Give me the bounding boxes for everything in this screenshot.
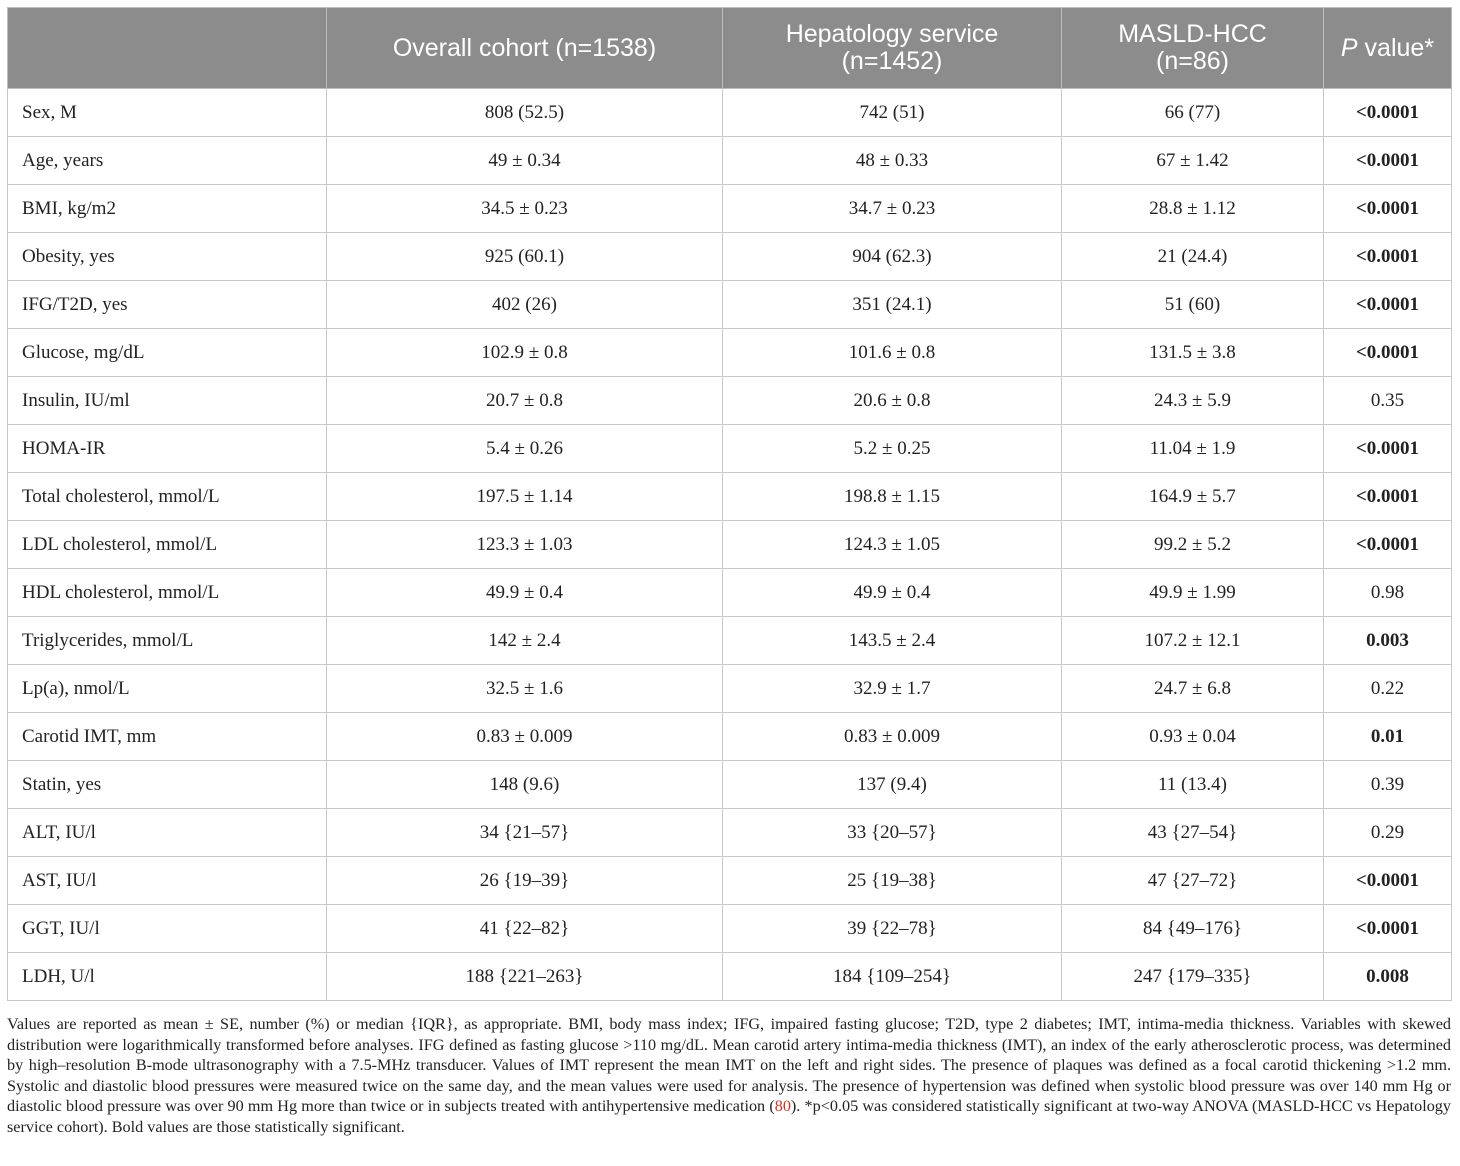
table-row <box>8 617 1452 665</box>
cell-overall-cohort: 188 {221–263} <box>327 953 723 1001</box>
cell-overall-cohort: 148 (9.6) <box>327 761 723 809</box>
table-row <box>8 569 1452 617</box>
cell-p-value: <0.0001 <box>1324 425 1452 473</box>
cell-p-value: 0.003 <box>1324 617 1452 665</box>
row-label: Statin, yes <box>8 761 327 809</box>
table-row <box>8 137 1452 185</box>
reference-link[interactable]: 80 <box>774 1097 791 1116</box>
cell-overall-cohort: 0.83 ± 0.009 <box>327 713 723 761</box>
table-row <box>8 953 1452 1001</box>
cohort-characteristics-table <box>7 7 1452 1001</box>
table-row <box>8 473 1452 521</box>
cell-overall-cohort: 20.7 ± 0.8 <box>327 377 723 425</box>
row-label: Insulin, IU/ml <box>8 377 327 425</box>
cell-p-value: <0.0001 <box>1324 233 1452 281</box>
cell-hepatology-service: 124.3 ± 1.05 <box>723 521 1062 569</box>
cell-hepatology-service: 0.83 ± 0.009 <box>723 713 1062 761</box>
row-label: HDL cholesterol, mmol/L <box>8 569 327 617</box>
table-row <box>8 809 1452 857</box>
cell-hepatology-service: 33 {20–57} <box>723 809 1062 857</box>
cell-hepatology-service: 198.8 ± 1.15 <box>723 473 1062 521</box>
cell-p-value: 0.008 <box>1324 953 1452 1001</box>
cell-masld-hcc: 51 (60) <box>1062 281 1324 329</box>
cell-hepatology-service: 143.5 ± 2.4 <box>723 617 1062 665</box>
cell-p-value: <0.0001 <box>1324 185 1452 233</box>
table-row <box>8 89 1452 137</box>
cell-masld-hcc: 21 (24.4) <box>1062 233 1324 281</box>
row-label: BMI, kg/m2 <box>8 185 327 233</box>
cell-hepatology-service: 32.9 ± 1.7 <box>723 665 1062 713</box>
row-label: Triglycerides, mmol/L <box>8 617 327 665</box>
table-row <box>8 761 1452 809</box>
cell-hepatology-service: 20.6 ± 0.8 <box>723 377 1062 425</box>
table-header <box>8 8 1452 89</box>
header-masld-hcc: MASLD-HCC (n=86) <box>1062 8 1324 89</box>
table-row <box>8 329 1452 377</box>
row-label: GGT, IU/l <box>8 905 327 953</box>
cell-masld-hcc: 247 {179–335} <box>1062 953 1324 1001</box>
table-row <box>8 185 1452 233</box>
cell-hepatology-service: 904 (62.3) <box>723 233 1062 281</box>
cell-overall-cohort: 197.5 ± 1.14 <box>327 473 723 521</box>
header-empty <box>8 8 327 89</box>
table-row <box>8 857 1452 905</box>
cell-overall-cohort: 49.9 ± 0.4 <box>327 569 723 617</box>
cell-p-value: <0.0001 <box>1324 137 1452 185</box>
cell-hepatology-service: 39 {22–78} <box>723 905 1062 953</box>
cell-overall-cohort: 102.9 ± 0.8 <box>327 329 723 377</box>
cell-hepatology-service: 184 {109–254} <box>723 953 1062 1001</box>
cell-hepatology-service: 101.6 ± 0.8 <box>723 329 1062 377</box>
cell-hepatology-service: 351 (24.1) <box>723 281 1062 329</box>
table-row <box>8 425 1452 473</box>
cell-masld-hcc: 164.9 ± 5.7 <box>1062 473 1324 521</box>
cell-masld-hcc: 84 {49–176} <box>1062 905 1324 953</box>
cell-p-value: <0.0001 <box>1324 89 1452 137</box>
header-hepatology-service: Hepatology service (n=1452) <box>723 8 1062 89</box>
table-footnote: Values are reported as mean ± SE, number (%) or median {IQR}, as appropriate. BMI, body mass index; IFG, impaired fasting glucose; T2D, type 2 diabetes; IMT, intima-media thickness. Variables with skewed distribution were logarithmically transformed before analyses. IFG defined as fasting glucose >110 mg/dL. Mean carotid artery intima-media thickness (IMT), an index of the early atherosclerotic process, was determined by high–resolution B-mode ultrasonography with a 7.5-MHz transducer. Values of IMT represent the mean IMT on the left and right sides. The presence of plaques was defined as a focal carotid thickening >1.2 mm. Systolic and diastolic blood pressures were measured twice on the same day, and the mean values were used for analysis. The presence of hypertension was defined when systolic blood pressure was over 140 mm Hg or diastolic blood pressure was over 90 mm Hg more than twice or in subjects treated with antihypertensive medication (80). *p<0.05 was considered statistically significant at two-way ANOVA (MASLD-HCC vs Hepatology service cohort). Bold values are those statistically significant. <box>7 1015 1451 1136</box>
cell-masld-hcc: 24.7 ± 6.8 <box>1062 665 1324 713</box>
row-label: Carotid IMT, mm <box>8 713 327 761</box>
cell-overall-cohort: 34.5 ± 0.23 <box>327 185 723 233</box>
table-row <box>8 233 1452 281</box>
cell-p-value: 0.98 <box>1324 569 1452 617</box>
cell-masld-hcc: 11.04 ± 1.9 <box>1062 425 1324 473</box>
cell-masld-hcc: 24.3 ± 5.9 <box>1062 377 1324 425</box>
cell-masld-hcc: 66 (77) <box>1062 89 1324 137</box>
cell-p-value: <0.0001 <box>1324 473 1452 521</box>
row-label: Sex, M <box>8 89 327 137</box>
cell-hepatology-service: 742 (51) <box>723 89 1062 137</box>
row-label: LDH, U/l <box>8 953 327 1001</box>
cell-p-value: 0.35 <box>1324 377 1452 425</box>
cell-masld-hcc: 131.5 ± 3.8 <box>1062 329 1324 377</box>
table-row <box>8 905 1452 953</box>
row-label: LDL cholesterol, mmol/L <box>8 521 327 569</box>
cell-overall-cohort: 41 {22–82} <box>327 905 723 953</box>
cell-overall-cohort: 123.3 ± 1.03 <box>327 521 723 569</box>
cell-overall-cohort: 142 ± 2.4 <box>327 617 723 665</box>
cell-overall-cohort: 26 {19–39} <box>327 857 723 905</box>
table-container <box>7 7 1451 1001</box>
table-row <box>8 377 1452 425</box>
row-label: Total cholesterol, mmol/L <box>8 473 327 521</box>
cell-p-value: 0.39 <box>1324 761 1452 809</box>
table-row <box>8 521 1452 569</box>
cell-masld-hcc: 67 ± 1.42 <box>1062 137 1324 185</box>
cell-overall-cohort: 49 ± 0.34 <box>327 137 723 185</box>
cell-hepatology-service: 25 {19–38} <box>723 857 1062 905</box>
cell-p-value: 0.22 <box>1324 665 1452 713</box>
cell-masld-hcc: 43 {27–54} <box>1062 809 1324 857</box>
cell-hepatology-service: 48 ± 0.33 <box>723 137 1062 185</box>
row-label: Obesity, yes <box>8 233 327 281</box>
row-label: Lp(a), nmol/L <box>8 665 327 713</box>
cell-p-value: <0.0001 <box>1324 329 1452 377</box>
cell-hepatology-service: 34.7 ± 0.23 <box>723 185 1062 233</box>
cell-overall-cohort: 925 (60.1) <box>327 233 723 281</box>
cell-masld-hcc: 99.2 ± 5.2 <box>1062 521 1324 569</box>
cell-hepatology-service: 5.2 ± 0.25 <box>723 425 1062 473</box>
cell-overall-cohort: 32.5 ± 1.6 <box>327 665 723 713</box>
cell-p-value: <0.0001 <box>1324 521 1452 569</box>
header-overall-cohort: Overall cohort (n=1538) <box>327 8 723 89</box>
cell-p-value: <0.0001 <box>1324 281 1452 329</box>
row-label: ALT, IU/l <box>8 809 327 857</box>
row-label: HOMA-IR <box>8 425 327 473</box>
cell-hepatology-service: 137 (9.4) <box>723 761 1062 809</box>
table-body <box>8 89 1452 1001</box>
row-label: IFG/T2D, yes <box>8 281 327 329</box>
table-row <box>8 713 1452 761</box>
cell-overall-cohort: 808 (52.5) <box>327 89 723 137</box>
cell-overall-cohort: 5.4 ± 0.26 <box>327 425 723 473</box>
cell-masld-hcc: 47 {27–72} <box>1062 857 1324 905</box>
cell-masld-hcc: 49.9 ± 1.99 <box>1062 569 1324 617</box>
cell-masld-hcc: 11 (13.4) <box>1062 761 1324 809</box>
header-p-value: P value* <box>1324 8 1452 89</box>
cell-hepatology-service: 49.9 ± 0.4 <box>723 569 1062 617</box>
cell-p-value: <0.0001 <box>1324 905 1452 953</box>
cell-masld-hcc: 28.8 ± 1.12 <box>1062 185 1324 233</box>
row-label: Age, years <box>8 137 327 185</box>
cell-p-value: 0.01 <box>1324 713 1452 761</box>
row-label: Glucose, mg/dL <box>8 329 327 377</box>
cell-masld-hcc: 107.2 ± 12.1 <box>1062 617 1324 665</box>
row-label: AST, IU/l <box>8 857 327 905</box>
cell-overall-cohort: 402 (26) <box>327 281 723 329</box>
cell-masld-hcc: 0.93 ± 0.04 <box>1062 713 1324 761</box>
table-row <box>8 665 1452 713</box>
cell-p-value: <0.0001 <box>1324 857 1452 905</box>
cell-p-value: 0.29 <box>1324 809 1452 857</box>
cell-overall-cohort: 34 {21–57} <box>327 809 723 857</box>
table-row <box>8 281 1452 329</box>
